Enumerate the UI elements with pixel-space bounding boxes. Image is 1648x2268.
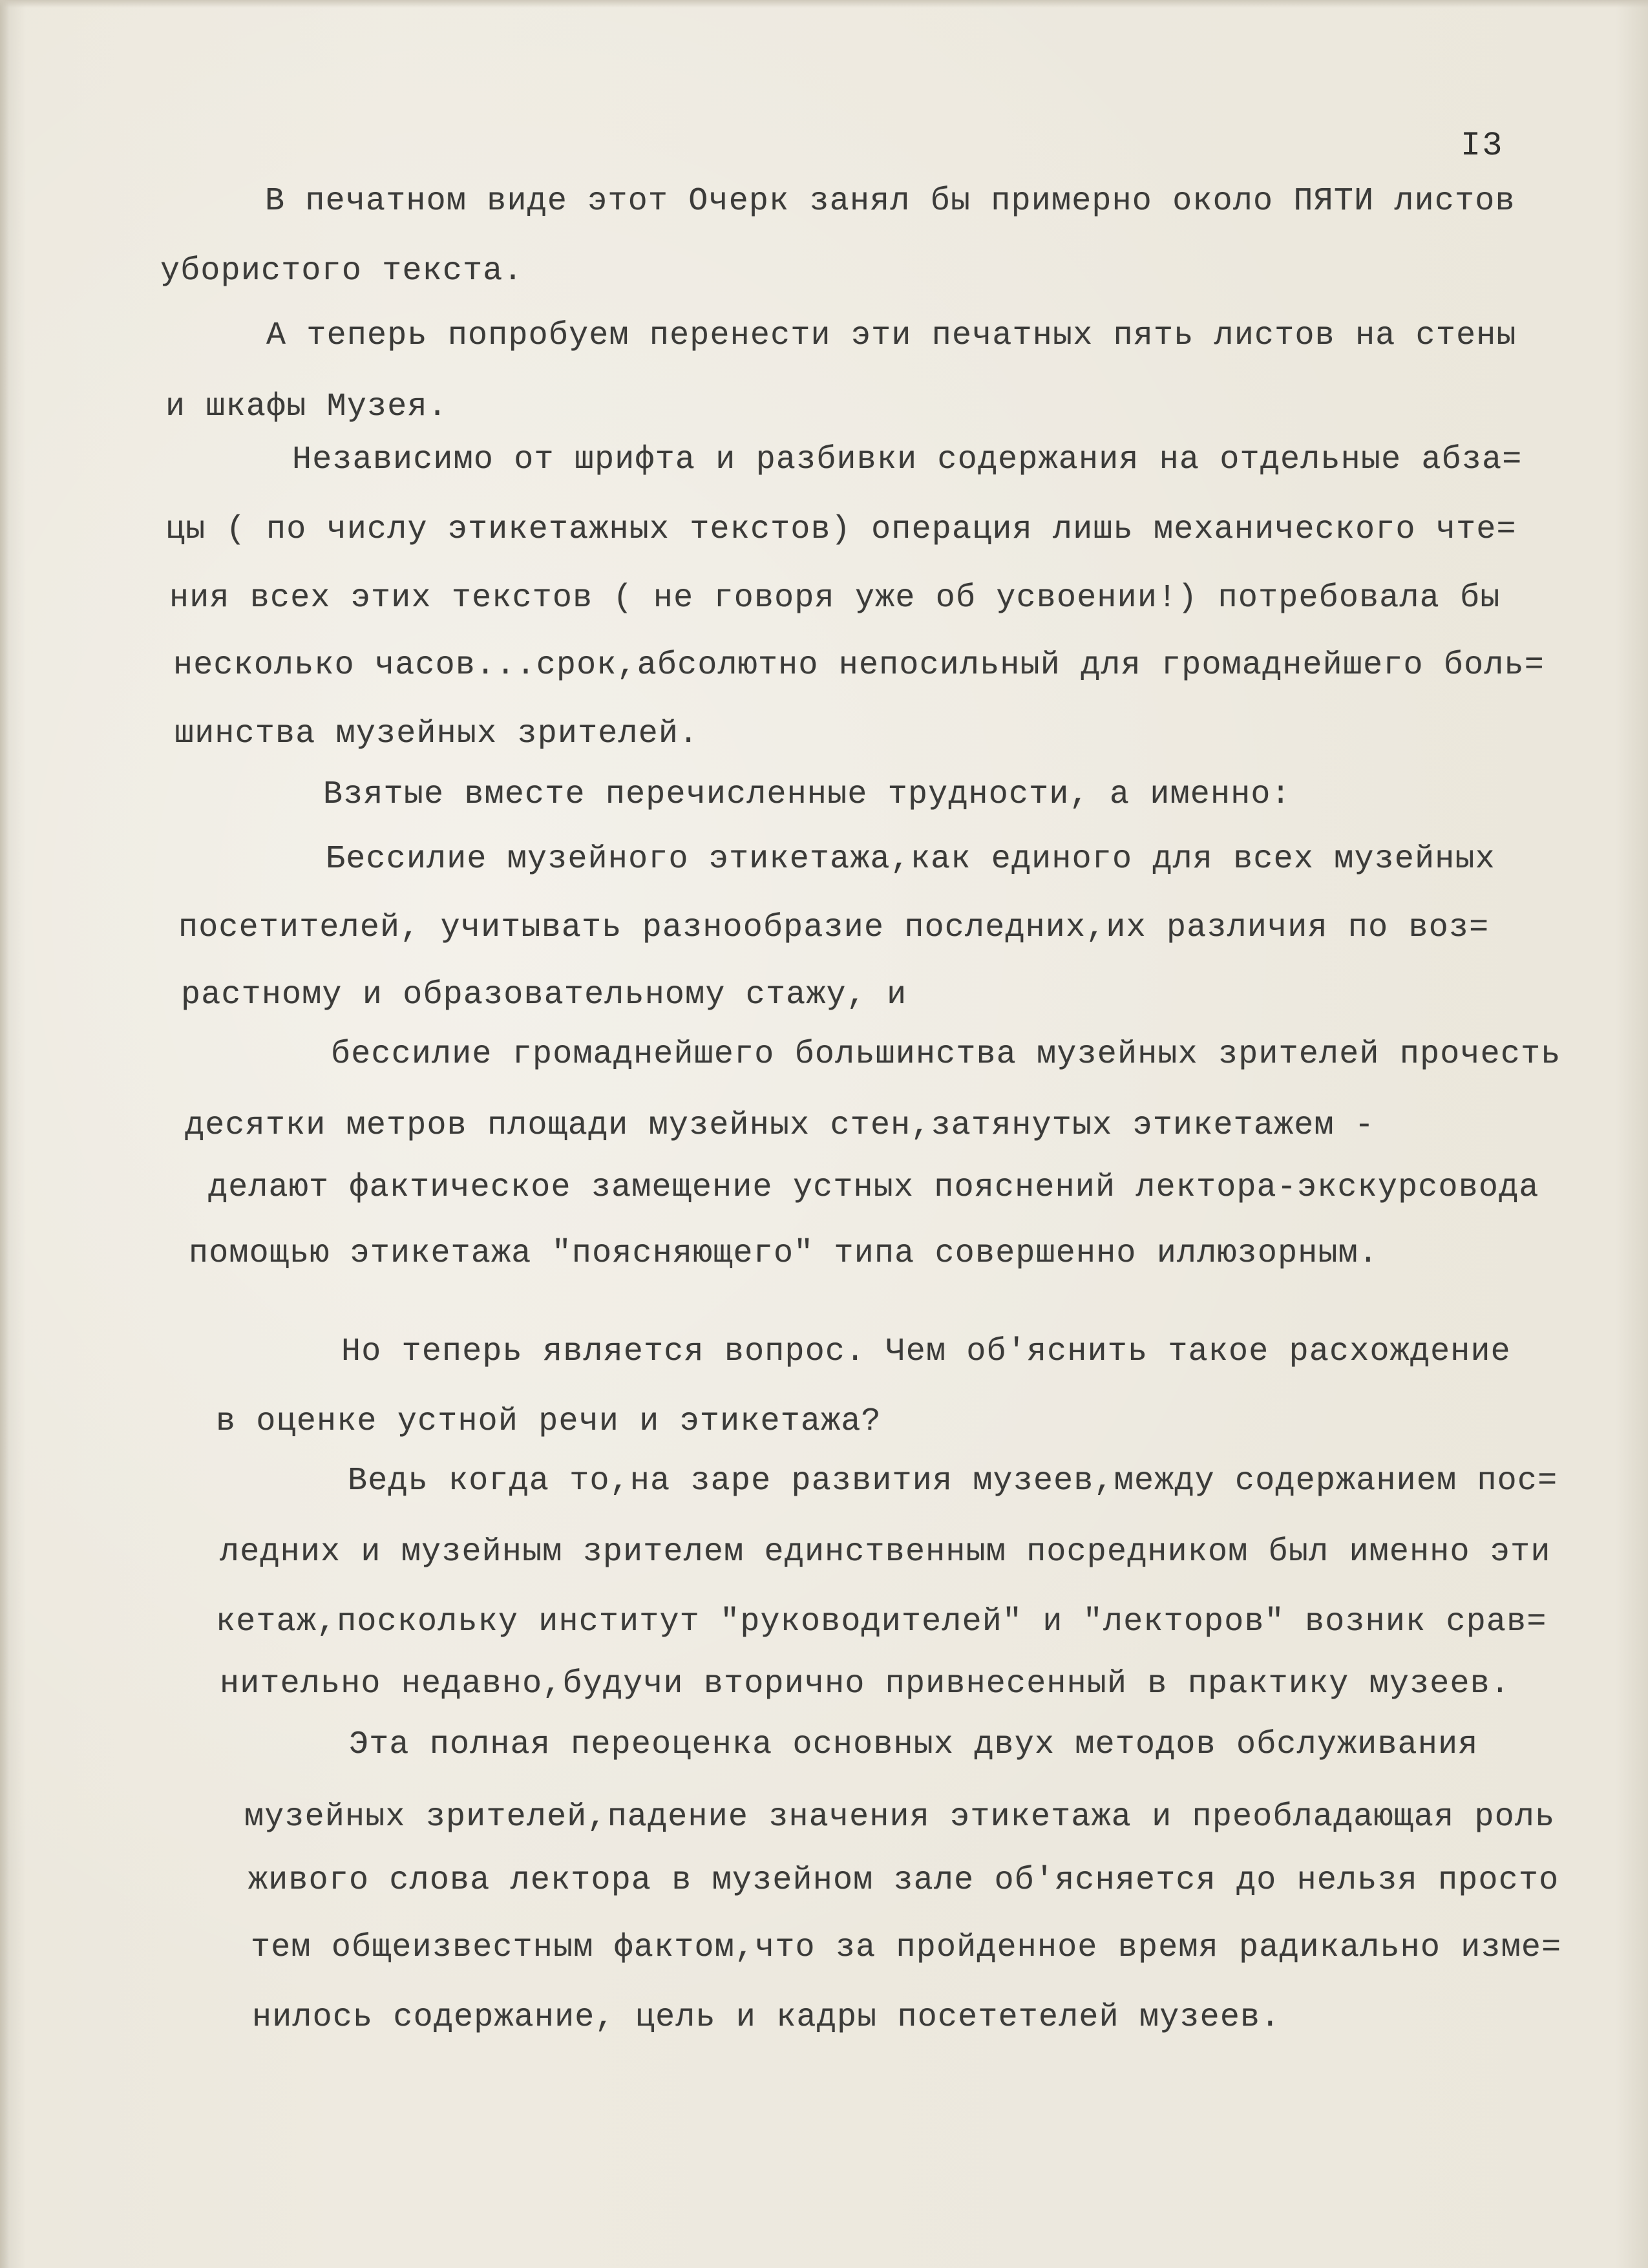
text-line: бессилие громаднейшего большинства музейных зрителей прочесть: [331, 1036, 1561, 1073]
text-line: и шкафы Музея.: [165, 388, 448, 425]
paper-edge-top: [0, 0, 1648, 8]
page-number: I3: [1461, 127, 1504, 165]
text-line: нилось содержание, цель и кадры посететелей музеев.: [252, 1999, 1281, 2036]
text-line: десятки метров площади музейных стен,затянутых этикетажем -: [185, 1107, 1375, 1144]
text-line: ния всех этих текстов ( не говоря уже об усвоении!) потребовала бы: [169, 580, 1501, 617]
text-line: нительно недавно,будучи вторично привнесенный в практику музеев.: [220, 1666, 1511, 1702]
text-line: Эта полная переоценка основных двух методов обслуживания: [349, 1726, 1479, 1763]
text-line: тем общеизвестным фактом,что за пройденное время радикально изме=: [251, 1929, 1562, 1966]
text-line: шинства музейных зрителей.: [174, 715, 699, 752]
text-line: музейных зрителей,падение значения этикетажа и преобладающая роль: [244, 1799, 1556, 1836]
text-line: растному и образовательному стажу, и: [181, 977, 907, 1013]
text-line: В печатном виде этот Очерк занял бы примерно около ПЯТИ листов: [265, 183, 1516, 220]
text-line: ледних и музейным зрителем единственным посредником был именно эти: [220, 1534, 1551, 1571]
text-line: помощью этикетажа "поясняющего" типа совершенно иллюзорным.: [189, 1235, 1379, 1272]
text-line: Но теперь является вопрос. Чем об'яснить такое расхождение: [341, 1333, 1511, 1370]
text-line: убористого текста.: [160, 253, 523, 290]
text-line: в оценке устной речи и этикетажа?: [216, 1403, 882, 1440]
text-line: А теперь попробуем перенести эти печатных пять листов на стены: [266, 317, 1517, 354]
text-line: живого слова лектора в музейном зале об'ясняется до нельзя просто: [248, 1862, 1559, 1899]
text-line: посетителей, учитывать разнообразие последних,их различия по воз=: [178, 909, 1490, 946]
text-line: Независимо от шрифта и разбивки содержания на отдельные абза=: [292, 441, 1523, 478]
text-line: Взятые вместе перечисленные трудности, а именно:: [323, 776, 1291, 813]
text-line: несколько часов...срок,абсолютно непосильный для громаднейшего боль=: [173, 647, 1545, 684]
text-line: Ведь когда то,на заре развития музеев,между содержанием пос=: [348, 1463, 1558, 1500]
text-line: кетаж,поскольку институт "руководителей" и "лекторов" возник срав=: [216, 1604, 1547, 1640]
text-line: делают фактическое замещение устных пояснений лектора-экскурсовода: [208, 1169, 1539, 1206]
paper-edge-left: [0, 0, 9, 2268]
text-line: Бессилие музейного этикетажа,как единого для всех музейных: [326, 841, 1495, 878]
text-line: цы ( по числу этикетажных текстов) операция лишь механического чте=: [165, 511, 1517, 548]
